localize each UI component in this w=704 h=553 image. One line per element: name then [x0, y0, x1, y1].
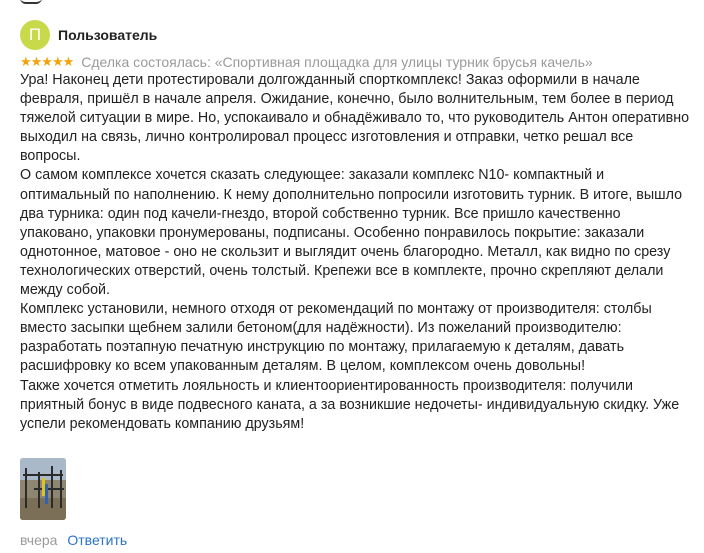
avatar: П: [20, 20, 50, 50]
review-paragraph: Комплекс установили, немного отходя от рекомендаций по монтажу от производителя: столбы вместо засыпки щебнем залили бетоном(для надёжности). Из пожеланий производителю: разработать поэтапную печатную инструкцию по монтажу, прилагаемую к деталям, давать расшифровку ко всем упакованным деталям. В целом, комплексом очень довольны!: [20, 301, 652, 375]
rating-stars-icon: ★★★★★: [20, 54, 74, 69]
review-paragraph: Также хочется отметить лояльность и клиентоориентированность производителя: получили приятный бонус в виде подвесного каната, а за возникшие недочеты- индивидуальную скидку. Уже успели рекомендовать компанию друзьям!: [20, 377, 680, 432]
review-meta: [20, 54, 593, 70]
review-footer: [20, 532, 127, 548]
review-paragraph: Ура! Наконец дети протестировали долгожданный спорткомплекс! Заказ оформили в начале февраля, пришёл в начале апреля. Ожидание, конечно, было волнительным, тем более в период тяжелой ситуации в мире. Но, успокаивало и обнадёживало то, что руководитель Антон оперативно выходил на связь, лично контролировал процесс изготовления и отправки, четко решал все вопросы.: [20, 72, 690, 165]
review-date: вчера: [20, 532, 58, 548]
review-text: [20, 71, 690, 434]
deal-info: Сделка состоялась: «Спортивная площадка для улицы турник брусья качель»: [81, 54, 593, 70]
username: Пользователь: [58, 27, 158, 43]
review-header: [20, 20, 157, 50]
playground-photo-icon: [20, 458, 66, 520]
review-paragraph: О самом комплексе хочется сказать следующее: заказали комплекс N10- компактный и оптимальный по наполнению. К нему дополнительно попросили изготовить турник. В итоге, вышло два турника: один под качели-гнездо, второй собственно турник. Все пришло качественно упаковано, упаковки пронумерованы, подписаны. Особенно понравилось покрытие: заказали однотонное, матовое - оно не скользит и выглядит очень благородно. Металл, как видно по срезу технологических отверстий, очень толстый. Крепежи все в комплекте, прочно скрепляют делали между собой.: [20, 167, 683, 299]
review-photo-thumbnail[interactable]: [20, 458, 66, 520]
previous-section-edge: [20, 0, 42, 4]
reply-link[interactable]: Ответить: [67, 532, 128, 548]
